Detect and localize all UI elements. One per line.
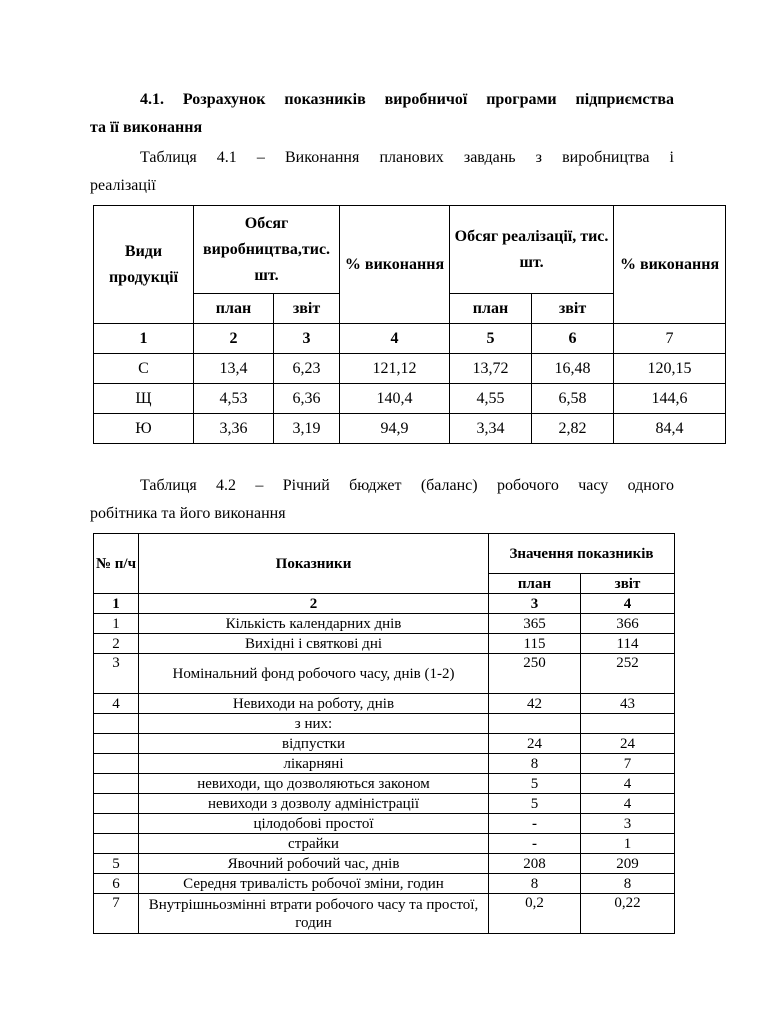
table2-caption-line1: Таблиця 4.2 – Річний бюджет (баланс) робочого часу одного: [140, 477, 674, 494]
table-cell: 0,2: [489, 894, 581, 934]
table-cell: 42: [489, 694, 581, 714]
table2-caption-line2: робітника та його виконання: [90, 505, 286, 522]
table-cell: 4: [94, 694, 139, 714]
column-number: 7: [614, 324, 726, 354]
header-percent-production: % виконання: [340, 206, 450, 324]
table-cell: Щ: [94, 384, 194, 414]
table-cell: С: [94, 354, 194, 384]
table-cell: 3: [581, 814, 675, 834]
table-cell: Середня тривалість робочої зміни, годин: [139, 874, 489, 894]
table-cell: [94, 774, 139, 794]
header-report: звіт: [581, 574, 675, 594]
table-production-sales: [93, 205, 726, 444]
table-cell: 94,9: [340, 414, 450, 444]
table-cell: цілодобові простої: [139, 814, 489, 834]
column-numbers-row: [94, 324, 726, 354]
header-indicators: Показники: [139, 534, 489, 594]
table-cell: 6: [94, 874, 139, 894]
table-cell: 3: [94, 654, 139, 694]
table-cell: 6,58: [532, 384, 614, 414]
table-cell: 13,72: [450, 354, 532, 384]
table-row: [94, 814, 675, 834]
header-percent-sales: % виконання: [614, 206, 726, 324]
table-cell: 8: [489, 754, 581, 774]
table-cell: 5: [489, 794, 581, 814]
table-cell: [94, 814, 139, 834]
header-product-type: Види продукції: [94, 206, 194, 324]
table-cell: 13,4: [194, 354, 274, 384]
header-sales-volume: Обсяг реалізації, тис. шт.: [450, 206, 614, 294]
table-cell: 114: [581, 634, 675, 654]
table-cell: відпустки: [139, 734, 489, 754]
table-row: [94, 794, 675, 814]
table1-caption: [90, 144, 674, 200]
table-row: [94, 714, 675, 734]
table-cell: 3,19: [274, 414, 340, 444]
table-cell: 2,82: [532, 414, 614, 444]
section-heading: [90, 86, 674, 142]
table-cell: Вихідні і святкові дні: [139, 634, 489, 654]
table-cell: 7: [581, 754, 675, 774]
table-cell: [94, 734, 139, 754]
table-row: [94, 354, 726, 384]
column-number: 4: [340, 324, 450, 354]
table-cell: 0,22: [581, 894, 675, 934]
table-cell: [94, 834, 139, 854]
table-cell: 5: [489, 774, 581, 794]
table-cell: 3,34: [450, 414, 532, 444]
table-row: [94, 754, 675, 774]
table-cell: 250: [489, 654, 581, 694]
table-cell: 252: [581, 654, 675, 694]
section-heading-line2: та її виконання: [90, 119, 203, 136]
table-row: [94, 414, 726, 444]
table-cell: лікарняні: [139, 754, 489, 774]
table-row: [94, 654, 675, 694]
header-sales-report: звіт: [532, 294, 614, 324]
table-cell: невиходи з дозволу адміністрації: [139, 794, 489, 814]
section-heading-line1: 4.1. Розрахунок показників виробничої програми підприємства: [140, 91, 674, 108]
table-row: [94, 834, 675, 854]
table-cell: [489, 714, 581, 734]
column-number: 4: [581, 594, 675, 614]
column-number: 1: [94, 324, 194, 354]
table-cell: 209: [581, 854, 675, 874]
table-cell: -: [489, 834, 581, 854]
table-cell: 365: [489, 614, 581, 634]
table1-caption-line2: реалізації: [90, 177, 156, 194]
header-production-plan: план: [194, 294, 274, 324]
header-indicator-values: Значення показників: [489, 534, 675, 574]
table-cell: [581, 714, 675, 734]
table-row: [94, 384, 726, 414]
table-cell: [94, 794, 139, 814]
table-row: [94, 614, 675, 634]
table-cell: 5: [94, 854, 139, 874]
table-row: [94, 694, 675, 714]
table-cell: Кількість календарних днів: [139, 614, 489, 634]
table-cell: Номінальний фонд робочого часу, днів (1-2): [139, 654, 489, 694]
header-production-volume: Обсяг виробництва,тис. шт.: [194, 206, 340, 294]
table-cell: 24: [581, 734, 675, 754]
column-number: 3: [274, 324, 340, 354]
table-cell: 3,36: [194, 414, 274, 444]
table-cell: 4,55: [450, 384, 532, 414]
table-row: [94, 894, 675, 934]
header-row-number: № п/ч: [94, 534, 139, 594]
table-cell: 84,4: [614, 414, 726, 444]
header-plan: план: [489, 574, 581, 594]
table-cell: Ю: [94, 414, 194, 444]
table-row: [94, 774, 675, 794]
table-cell: страйки: [139, 834, 489, 854]
table-cell: 6,23: [274, 354, 340, 384]
table-cell: невиходи, що дозволяються законом: [139, 774, 489, 794]
table-row: [94, 634, 675, 654]
table-cell: 120,15: [614, 354, 726, 384]
table-cell: Невиходи на роботу, днів: [139, 694, 489, 714]
table-cell: 4,53: [194, 384, 274, 414]
table-cell: 366: [581, 614, 675, 634]
table-row: [94, 854, 675, 874]
table2-caption: [90, 472, 674, 528]
table-cell: 4: [581, 794, 675, 814]
table-cell: 208: [489, 854, 581, 874]
column-numbers-row: [94, 594, 675, 614]
column-number: 6: [532, 324, 614, 354]
column-number: 1: [94, 594, 139, 614]
table-cell: 6,36: [274, 384, 340, 414]
table-cell: 2: [94, 634, 139, 654]
table-cell: 8: [489, 874, 581, 894]
table-cell: 24: [489, 734, 581, 754]
table1-caption-line1: Таблиця 4.1 – Виконання планових завдань з виробництва і: [140, 149, 674, 166]
column-number: 5: [450, 324, 532, 354]
column-number: 2: [139, 594, 489, 614]
table-cell: 140,4: [340, 384, 450, 414]
table-working-time-budget: [93, 533, 675, 934]
column-number: 2: [194, 324, 274, 354]
table-cell: 8: [581, 874, 675, 894]
table-cell: -: [489, 814, 581, 834]
table-row: [94, 734, 675, 754]
table-cell: 115: [489, 634, 581, 654]
header-production-report: звіт: [274, 294, 340, 324]
table-cell: Явочний робочий час, днів: [139, 854, 489, 874]
table-cell: 16,48: [532, 354, 614, 384]
table-cell: 43: [581, 694, 675, 714]
table-cell: [94, 714, 139, 734]
table-cell: 7: [94, 894, 139, 934]
table-row: [94, 874, 675, 894]
table-cell: 121,12: [340, 354, 450, 384]
table-cell: [94, 754, 139, 774]
table-cell: 1: [94, 614, 139, 634]
header-sales-plan: план: [450, 294, 532, 324]
table-cell: з них:: [139, 714, 489, 734]
table-cell: 4: [581, 774, 675, 794]
table-cell: Внутрішньозмінні втрати робочого часу та простої, годин: [139, 894, 489, 934]
column-number: 3: [489, 594, 581, 614]
table-cell: 144,6: [614, 384, 726, 414]
table-cell: 1: [581, 834, 675, 854]
